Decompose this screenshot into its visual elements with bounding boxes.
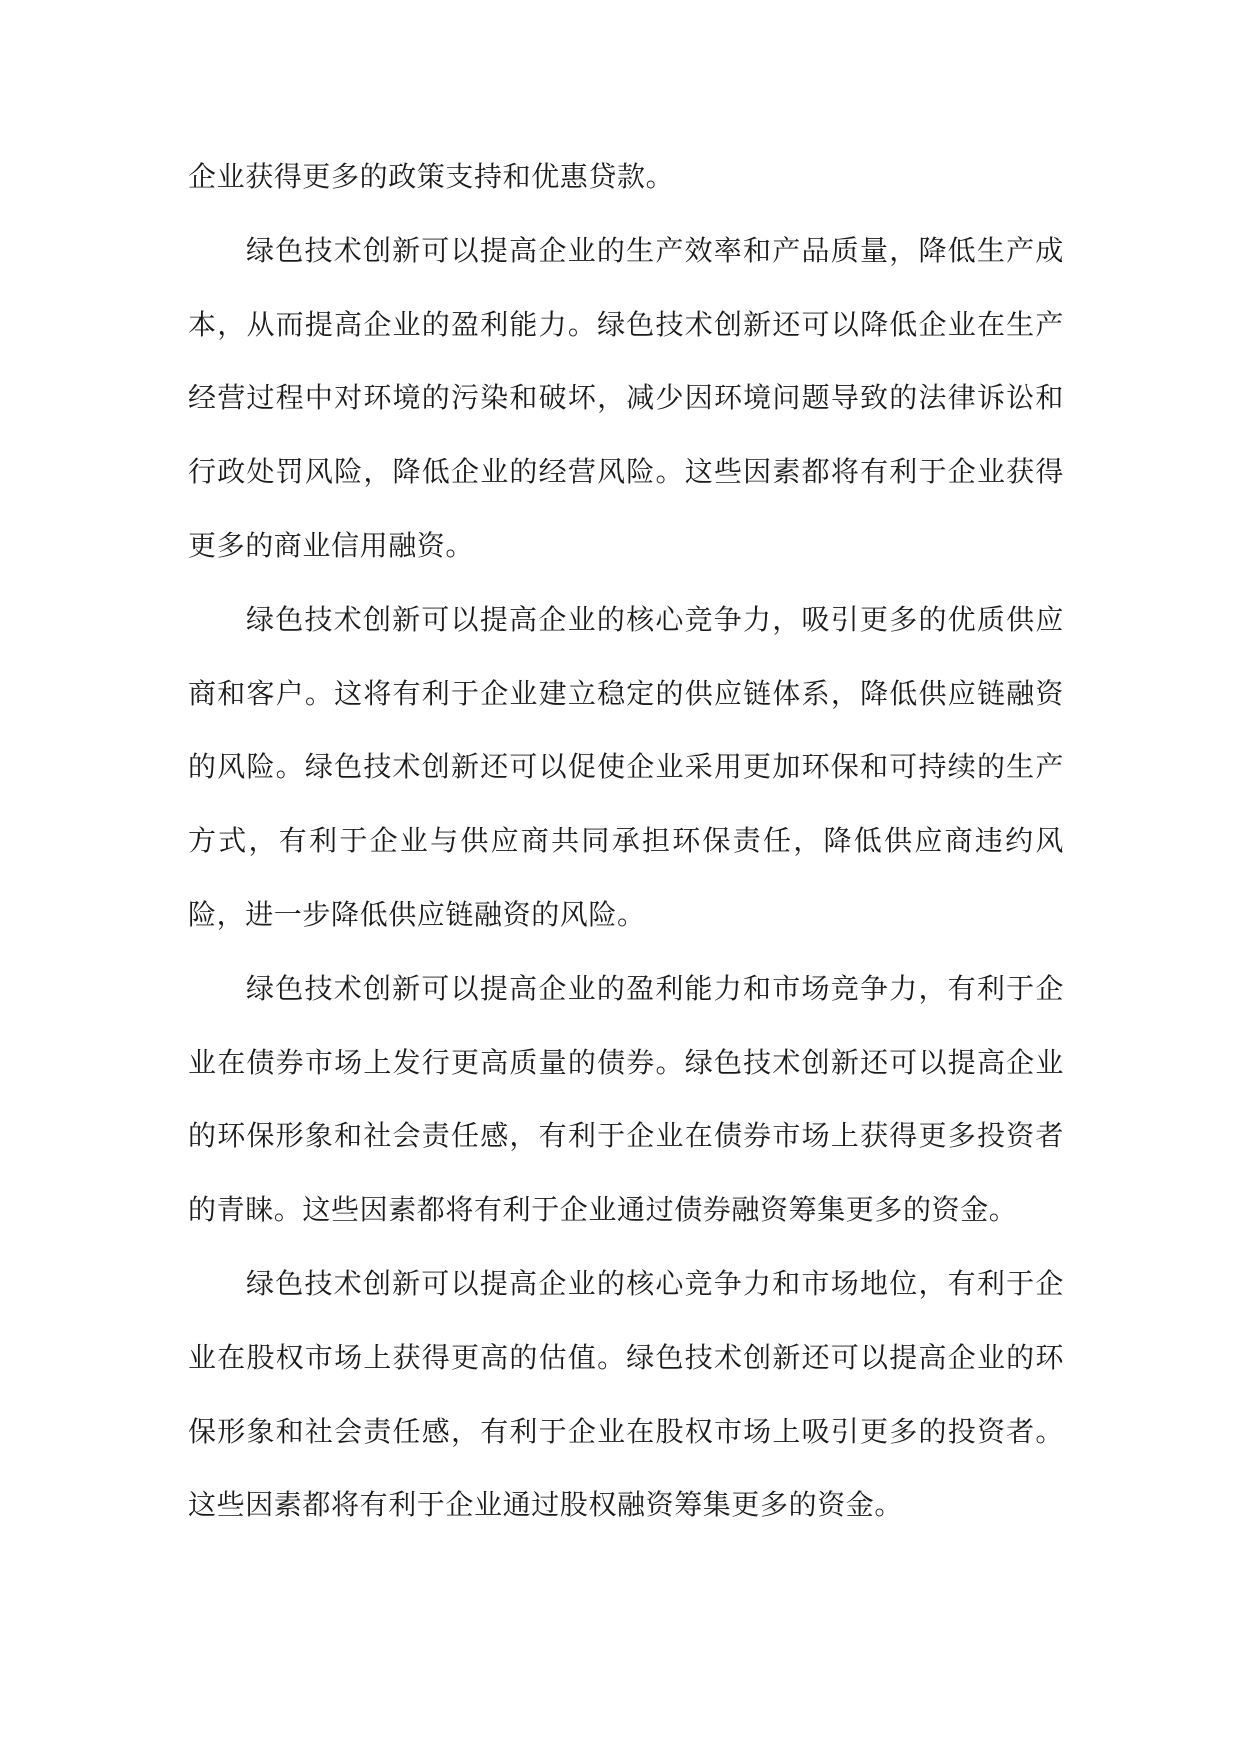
paragraph-supply-chain: 绿色技术创新可以提高企业的核心竞争力，吸引更多的优质供应商和客户。这将有利于企业建立稳定的供应链体系，降低供应链融资的风险。绿色技术创新还可以促使企业采用更加环保和可持续的生产方式，有利于企业与供应商共同承担环保责任，降低供应商违约风险，进一步降低供应链融资的风险。: [188, 602, 1064, 931]
paragraph-equity-financing: 绿色技术创新可以提高企业的核心竞争力和市场地位，有利于企业在股权市场上获得更高的估值。绿色技术创新还可以提高企业的环保形象和社会责任感，有利于企业在股权市场上吸引更多的投资者。这些因素都将有利于企业通过股权融资筹集更多的资金。: [188, 1266, 1064, 1522]
paragraph-continuation: 企业获得更多的政策支持和优惠贷款。: [188, 160, 675, 193]
paragraph-bond-financing: 绿色技术创新可以提高企业的盈利能力和市场竞争力，有利于企业在债券市场上发行更高质量的债券。绿色技术创新还可以提高企业的环保形象和社会责任感，有利于企业在债券市场上获得更多投资者的青睐。这些因素都将有利于企业通过债券融资筹集更多的资金。: [188, 971, 1064, 1227]
body-text: [188, 140, 1064, 1542]
paragraph-commercial-credit: 绿色技术创新可以提高企业的生产效率和产品质量，降低生产成本，从而提高企业的盈利能力。绿色技术创新还可以降低企业在生产经营过程中对环境的污染和破坏，减少因环境问题导致的法律诉讼和行政处罚风险，降低企业的经营风险。这些因素都将有利于企业获得更多的商业信用融资。: [188, 233, 1064, 562]
